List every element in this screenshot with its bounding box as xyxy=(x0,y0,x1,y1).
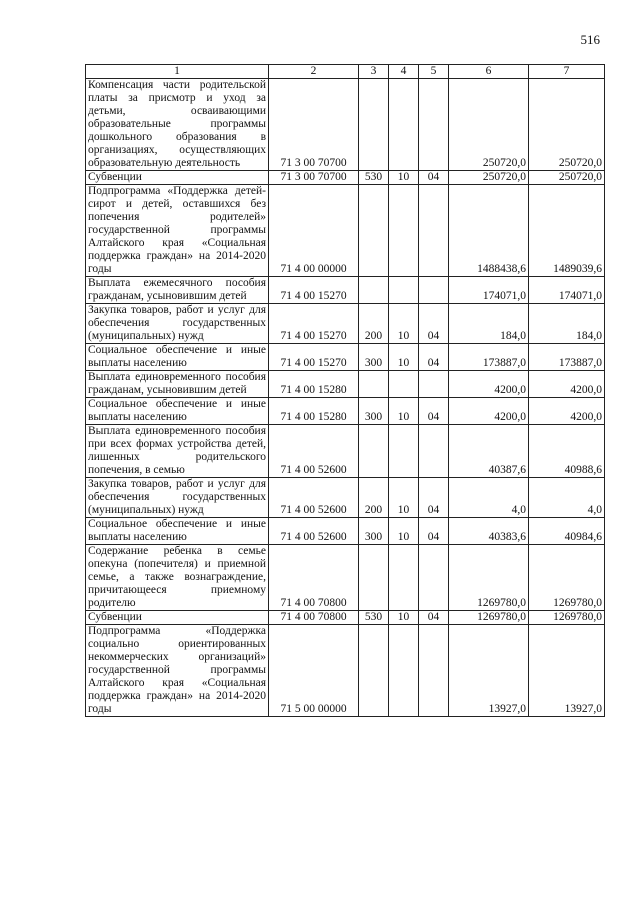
row-pr: 04 xyxy=(419,344,449,371)
row-code: 71 4 00 15270 xyxy=(269,304,359,344)
row-name: Подпрограмма «Поддержка социально ориентированных некоммерческих организаций» государственной программы Алтайского края «Социальная поддержка граждан» на 2014-2020 годы xyxy=(86,625,269,717)
row-name: Социальное обеспечение и иные выплаты населению xyxy=(86,518,269,545)
row-vr xyxy=(359,425,389,478)
row-code: 71 4 00 70800 xyxy=(269,545,359,611)
row-pr: 04 xyxy=(419,398,449,425)
table-row xyxy=(86,425,605,478)
header-col-4: 4 xyxy=(389,65,419,79)
row-pr xyxy=(419,371,449,398)
header-col-3: 3 xyxy=(359,65,389,79)
row-vr xyxy=(359,277,389,304)
row-rz xyxy=(389,79,419,171)
row-sum-1: 1269780,0 xyxy=(449,611,529,625)
row-rz xyxy=(389,425,419,478)
table-row xyxy=(86,185,605,277)
row-vr: 300 xyxy=(359,518,389,545)
header-col-5: 5 xyxy=(419,65,449,79)
row-rz: 10 xyxy=(389,398,419,425)
row-sum-2: 250720,0 xyxy=(529,171,605,185)
row-sum-1: 173887,0 xyxy=(449,344,529,371)
header-col-1: 1 xyxy=(86,65,269,79)
row-pr: 04 xyxy=(419,478,449,518)
row-sum-2: 1489039,6 xyxy=(529,185,605,277)
row-pr xyxy=(419,185,449,277)
row-sum-2: 13927,0 xyxy=(529,625,605,717)
table-row xyxy=(86,277,605,304)
row-code: 71 4 00 00000 xyxy=(269,185,359,277)
row-sum-1: 1269780,0 xyxy=(449,545,529,611)
row-vr xyxy=(359,371,389,398)
table-row xyxy=(86,79,605,171)
row-rz: 10 xyxy=(389,344,419,371)
row-sum-1: 40387,6 xyxy=(449,425,529,478)
row-code: 71 4 00 52600 xyxy=(269,478,359,518)
row-name: Содержание ребенка в семье опекуна (попечителя) и приемной семье, а также вознаграждение, причитающееся приемному родителю xyxy=(86,545,269,611)
row-rz xyxy=(389,625,419,717)
row-name: Подпрограмма «Поддержка детей-сирот и детей, оставшихся без попечения родителей» государственной программы Алтайского края «Социальная поддержка граждан» на 2014-2020 годы xyxy=(86,185,269,277)
row-name: Выплата единовременного пособия гражданам, усыновившим детей xyxy=(86,371,269,398)
table-row xyxy=(86,611,605,625)
row-vr: 530 xyxy=(359,171,389,185)
table-row xyxy=(86,625,605,717)
row-sum-2: 1269780,0 xyxy=(529,545,605,611)
row-name: Социальное обеспечение и иные выплаты населению xyxy=(86,344,269,371)
row-sum-1: 13927,0 xyxy=(449,625,529,717)
row-sum-1: 184,0 xyxy=(449,304,529,344)
row-vr: 200 xyxy=(359,478,389,518)
row-sum-1: 4200,0 xyxy=(449,371,529,398)
row-code: 71 4 00 15280 xyxy=(269,371,359,398)
row-code: 71 4 00 52600 xyxy=(269,425,359,478)
row-pr: 04 xyxy=(419,518,449,545)
row-code: 71 3 00 70700 xyxy=(269,171,359,185)
row-rz xyxy=(389,277,419,304)
row-vr: 200 xyxy=(359,304,389,344)
header-col-2: 2 xyxy=(269,65,359,79)
row-pr xyxy=(419,545,449,611)
header-col-7: 7 xyxy=(529,65,605,79)
row-sum-1: 40383,6 xyxy=(449,518,529,545)
row-code: 71 4 00 70800 xyxy=(269,611,359,625)
row-sum-2: 184,0 xyxy=(529,304,605,344)
row-sum-2: 40988,6 xyxy=(529,425,605,478)
row-pr xyxy=(419,79,449,171)
header-col-6: 6 xyxy=(449,65,529,79)
row-rz: 10 xyxy=(389,171,419,185)
row-vr xyxy=(359,79,389,171)
table-row xyxy=(86,171,605,185)
row-sum-2: 250720,0 xyxy=(529,79,605,171)
row-code: 71 4 00 15280 xyxy=(269,398,359,425)
row-sum-2: 4200,0 xyxy=(529,398,605,425)
row-name: Компенсация части родительской платы за присмотр и уход за детьми, осваивающими образовательные программы дошкольного образования в организациях, осуществляющих образовательную деятельность xyxy=(86,79,269,171)
row-sum-1: 174071,0 xyxy=(449,277,529,304)
table-row xyxy=(86,371,605,398)
row-code: 71 4 00 15270 xyxy=(269,344,359,371)
row-vr: 300 xyxy=(359,398,389,425)
row-pr: 04 xyxy=(419,171,449,185)
row-pr xyxy=(419,625,449,717)
row-rz xyxy=(389,185,419,277)
row-sum-2: 4,0 xyxy=(529,478,605,518)
row-name: Закупка товаров, работ и услуг для обеспечения государственных (муниципальных) нужд xyxy=(86,304,269,344)
row-name: Выплата ежемесячного пособия гражданам, усыновившим детей xyxy=(86,277,269,304)
row-sum-2: 174071,0 xyxy=(529,277,605,304)
row-vr xyxy=(359,185,389,277)
table-row xyxy=(86,304,605,344)
row-sum-2: 4200,0 xyxy=(529,371,605,398)
row-vr: 300 xyxy=(359,344,389,371)
row-rz xyxy=(389,545,419,611)
row-sum-2: 1269780,0 xyxy=(529,611,605,625)
row-pr: 04 xyxy=(419,304,449,344)
row-rz: 10 xyxy=(389,304,419,344)
header-row xyxy=(86,65,605,79)
row-vr xyxy=(359,545,389,611)
row-code: 71 4 00 15270 xyxy=(269,277,359,304)
row-name: Выплата единовременного пособия при всех формах устройства детей, лишенных родительского попечения, в семью xyxy=(86,425,269,478)
row-code: 71 4 00 52600 xyxy=(269,518,359,545)
row-sum-1: 1488438,6 xyxy=(449,185,529,277)
row-code: 71 5 00 00000 xyxy=(269,625,359,717)
row-vr xyxy=(359,625,389,717)
table-row xyxy=(86,344,605,371)
table-row xyxy=(86,545,605,611)
table-row xyxy=(86,478,605,518)
table-row xyxy=(86,398,605,425)
table-row xyxy=(86,518,605,545)
row-pr xyxy=(419,277,449,304)
row-vr: 530 xyxy=(359,611,389,625)
row-name: Субвенции xyxy=(86,611,269,625)
row-sum-1: 250720,0 xyxy=(449,171,529,185)
row-sum-1: 4,0 xyxy=(449,478,529,518)
row-sum-2: 173887,0 xyxy=(529,344,605,371)
row-pr xyxy=(419,425,449,478)
row-pr: 04 xyxy=(419,611,449,625)
row-sum-2: 40984,6 xyxy=(529,518,605,545)
row-rz xyxy=(389,371,419,398)
row-sum-1: 250720,0 xyxy=(449,79,529,171)
row-name: Субвенции xyxy=(86,171,269,185)
page-number: 516 xyxy=(580,32,600,47)
row-name: Социальное обеспечение и иные выплаты населению xyxy=(86,398,269,425)
row-code: 71 3 00 70700 xyxy=(269,79,359,171)
row-name: Закупка товаров, работ и услуг для обеспечения государственных (муниципальных) нужд xyxy=(86,478,269,518)
row-sum-1: 4200,0 xyxy=(449,398,529,425)
row-rz: 10 xyxy=(389,518,419,545)
budget-table xyxy=(85,64,605,717)
row-rz: 10 xyxy=(389,478,419,518)
row-rz: 10 xyxy=(389,611,419,625)
